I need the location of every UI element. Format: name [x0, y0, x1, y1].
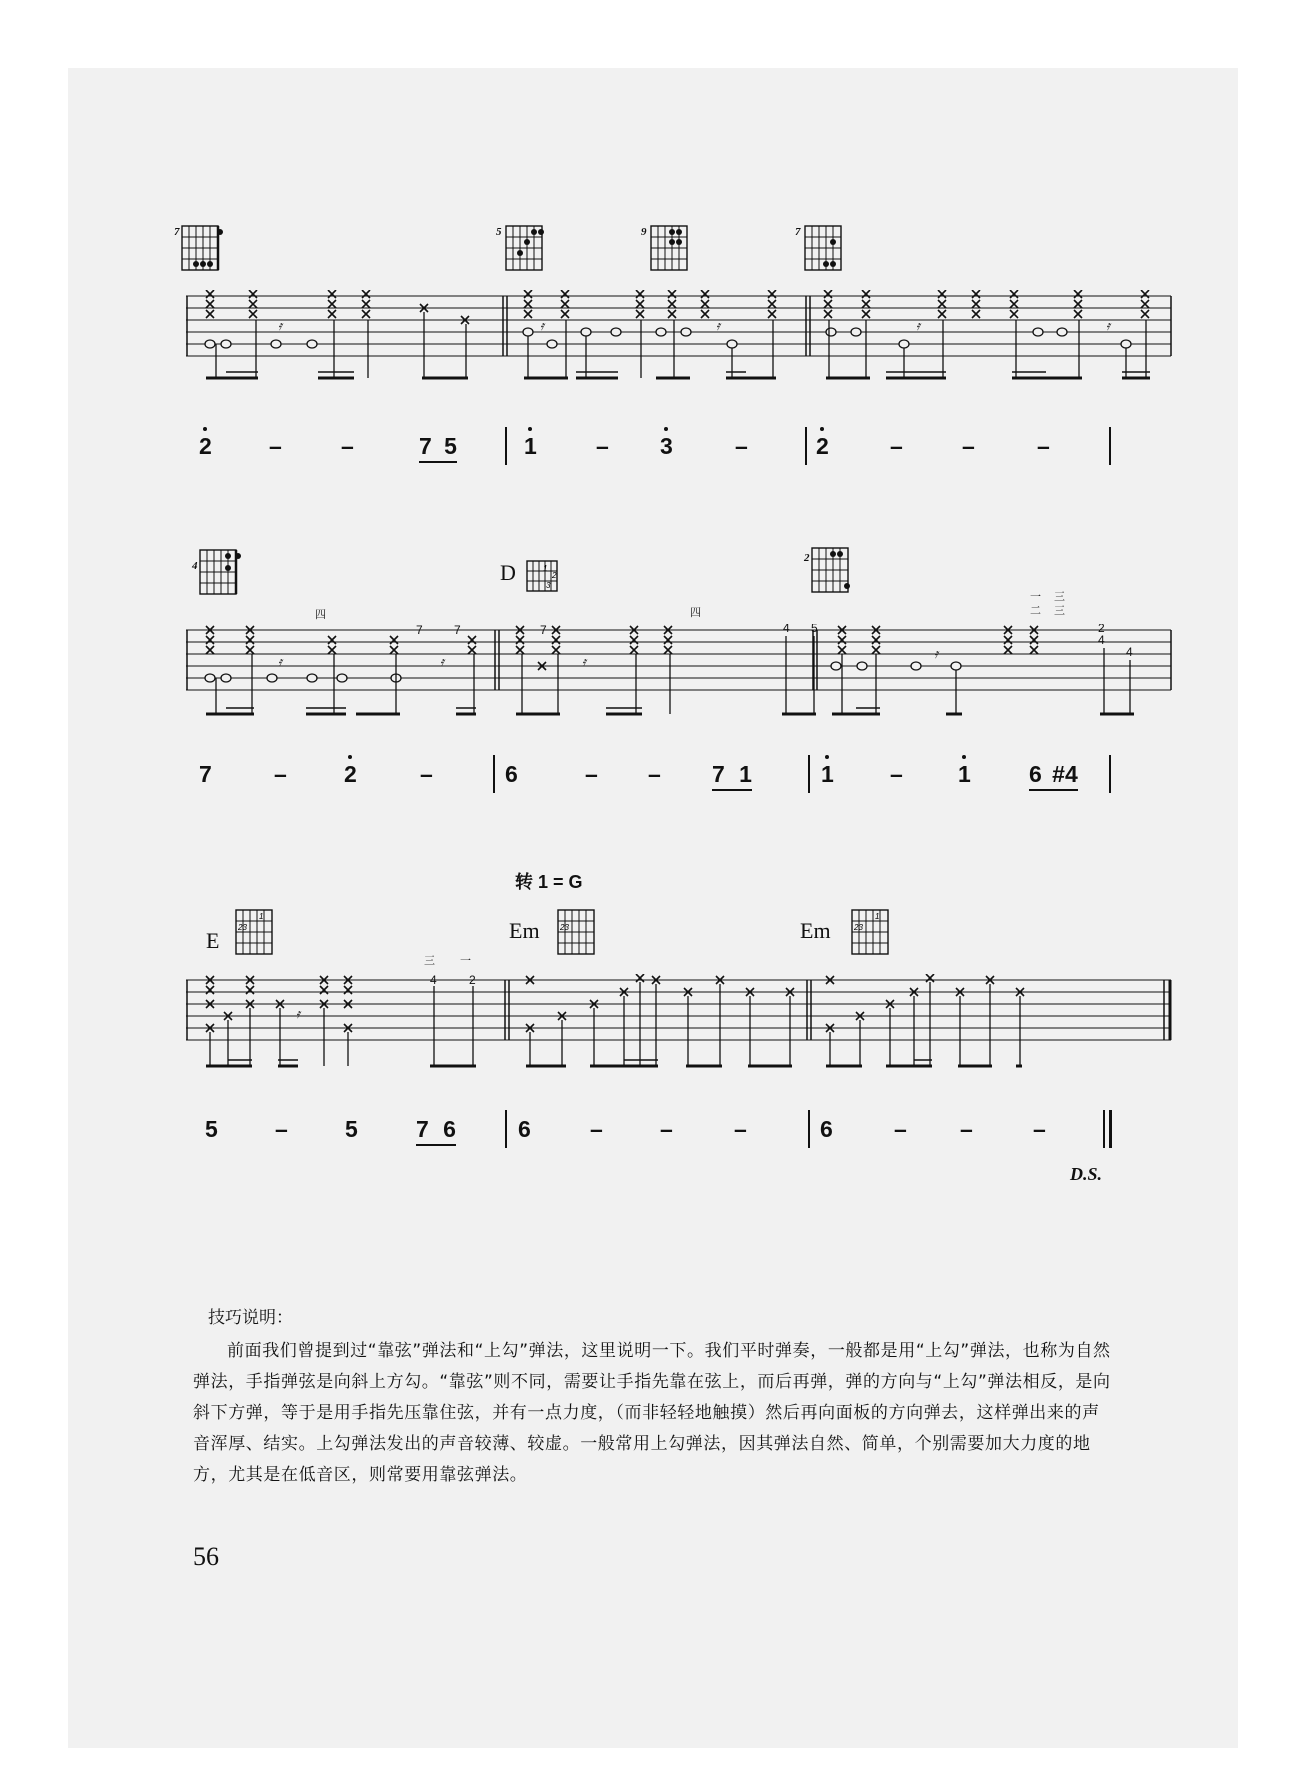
note: –	[735, 433, 748, 459]
fingering-mark: 二	[1030, 605, 1041, 617]
note: 5	[205, 1116, 218, 1142]
svg-text:23: 23	[238, 923, 247, 932]
tab-staff	[186, 974, 1176, 1074]
svg-text:5: 5	[811, 624, 818, 635]
chord-fret-number: 7	[174, 226, 180, 238]
chord-diagram	[556, 908, 600, 960]
chord-name: Em	[509, 918, 540, 943]
svg-text:23: 23	[560, 923, 569, 932]
svg-text:2: 2	[552, 571, 557, 580]
note: 1	[821, 761, 834, 787]
numbered-notation	[68, 761, 1238, 801]
svg-text:1: 1	[875, 912, 880, 921]
svg-text:4: 4	[1098, 633, 1105, 647]
svg-text:23: 23	[854, 923, 863, 932]
chord-name: E	[206, 928, 220, 953]
note: –	[596, 433, 609, 459]
note: –	[962, 433, 975, 459]
svg-text:𝄿: 𝄿	[716, 318, 720, 333]
svg-text:4: 4	[783, 624, 790, 635]
chord-diagram	[198, 548, 242, 600]
tips-title: 技巧说明：	[208, 1308, 293, 1328]
svg-text:𝄿: 𝄿	[296, 1006, 300, 1021]
note: –	[648, 761, 661, 787]
svg-text:𝄿: 𝄿	[1106, 318, 1110, 333]
note: 3	[660, 433, 673, 459]
svg-text:𝄿: 𝄿	[916, 318, 920, 333]
chord-fret-number: 9	[641, 226, 647, 238]
svg-text:7: 7	[454, 624, 461, 637]
note: 2	[344, 761, 357, 787]
note: –	[960, 1116, 973, 1142]
chord-fret-number: 4	[192, 560, 198, 572]
final-barline	[1103, 1110, 1105, 1148]
svg-text:𝄿: 𝄿	[278, 654, 282, 669]
barline	[1109, 755, 1111, 793]
note: 2	[199, 433, 212, 459]
fingering-mark: 一	[1030, 591, 1041, 603]
chord-diagram	[649, 224, 693, 276]
fingering-mark: 三	[424, 955, 435, 967]
svg-text:𝄿: 𝄿	[278, 318, 282, 333]
note: 6	[518, 1116, 531, 1142]
chord-diagram	[504, 224, 548, 276]
note: –	[660, 1116, 673, 1142]
note: –	[585, 761, 598, 787]
barline	[808, 1110, 810, 1148]
svg-text:3: 3	[546, 581, 551, 590]
tab-staff	[186, 290, 1176, 390]
barline	[505, 427, 507, 465]
chord-fret-number: 7	[795, 226, 801, 238]
numbered-notation	[68, 433, 1238, 473]
fingering-mark: 一	[460, 955, 471, 967]
svg-text:𝄿: 𝄿	[582, 654, 586, 669]
note: –	[1033, 1116, 1046, 1142]
chord-diagram	[850, 908, 894, 960]
svg-text:𝄿: 𝄿	[540, 318, 544, 333]
note: –	[275, 1116, 288, 1142]
ds-marking: D.S.	[1070, 1164, 1103, 1184]
note: 1	[958, 761, 971, 787]
barline	[505, 1110, 507, 1148]
svg-text:2: 2	[469, 974, 476, 987]
svg-text:𝄿: 𝄿	[934, 646, 938, 661]
note: 6 #4	[1029, 761, 1078, 791]
svg-text:4: 4	[1126, 645, 1133, 659]
note: –	[894, 1116, 907, 1142]
note: –	[269, 433, 282, 459]
score-page	[68, 68, 1238, 1748]
svg-text:7: 7	[416, 624, 423, 637]
barline	[808, 755, 810, 793]
tab-staff	[186, 624, 1176, 724]
fingering-mark: 三	[1054, 591, 1065, 603]
chord-diagram	[234, 908, 278, 960]
note: 6	[820, 1116, 833, 1142]
final-barline	[1109, 1110, 1112, 1148]
numbered-notation	[68, 1116, 1238, 1156]
key-change-label: 转 1 = G	[515, 872, 583, 892]
svg-text:1: 1	[543, 564, 548, 573]
note: –	[341, 433, 354, 459]
tips-body: 前面我们曾提到过“靠弦”弹法和“上勾”弹法，这里说明一下。我们平时弹奏，一般都是用“上勾”弹法，也称为自然弹法，手指弹弦是向斜上方勾。“靠弦”则不同，需要让手指先靠在弦上，而后再弹，弹的方向与“上勾”弹法相反，是向斜下方弹，等于是用手指先压靠住弦，并有一点力度，（而非轻轻地触摸）然后再向面板的方向弹去，这样弹出来的声音浑厚、结实。上勾弹法发出的声音较薄、较虚。一般常用上勾弹法，因其弹法自然、简单，个别需要加大力度的地方，尤其是在低音区，则常要用靠弦弹法。	[193, 1341, 1111, 1485]
chord-diagram	[803, 224, 847, 276]
page-number: 56	[193, 1542, 219, 1571]
note: 1	[524, 433, 537, 459]
svg-text:2: 2	[1098, 624, 1105, 635]
barline	[805, 427, 807, 465]
chord-name: D	[500, 560, 516, 585]
note: 7 6	[416, 1116, 456, 1146]
fingering-mark: 四	[690, 607, 701, 619]
svg-text:1: 1	[259, 912, 264, 921]
note: –	[590, 1116, 603, 1142]
note: 7 5	[419, 433, 457, 463]
note: 2	[816, 433, 829, 459]
note: 6	[505, 761, 518, 787]
chord-diagram	[810, 546, 854, 598]
note: 7	[199, 761, 212, 787]
barline	[493, 755, 495, 793]
note: 7 1	[712, 761, 752, 791]
chord-diagram	[180, 224, 224, 276]
note: –	[274, 761, 287, 787]
chord-fret-number: 2	[804, 552, 810, 564]
fingering-mark: 四	[315, 609, 326, 621]
note: –	[734, 1116, 747, 1142]
svg-text:7: 7	[540, 624, 547, 637]
svg-text:𝄿: 𝄿	[440, 654, 444, 669]
note: –	[420, 761, 433, 787]
chord-diagram	[526, 560, 560, 594]
svg-text:4: 4	[430, 974, 437, 987]
note: –	[890, 761, 903, 787]
note: –	[890, 433, 903, 459]
barline	[1109, 427, 1111, 465]
note: 5	[345, 1116, 358, 1142]
fingering-mark: 三	[1054, 605, 1065, 617]
chord-fret-number: 5	[496, 226, 502, 238]
note: –	[1037, 433, 1050, 459]
chord-name: Em	[800, 918, 831, 943]
